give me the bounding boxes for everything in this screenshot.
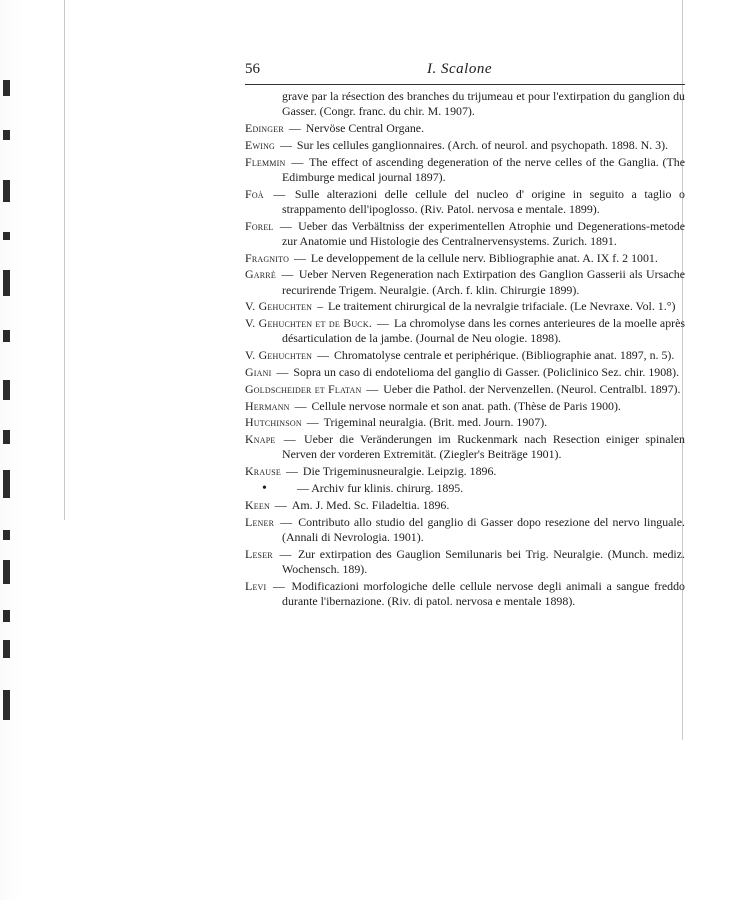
bib-entry: Lener — Contributo allo studio del ganglio di Gasser dopo resezione del nervo linguale. (Annali di Nevrologia. 1901). [245, 514, 685, 544]
bib-entry: grave par la résection des branches du trijumeau et pour l'extirpation du ganglion du Gasser. (Congr. franc. du chir. M. 1907). [282, 89, 685, 119]
bib-author: Edinger [245, 121, 284, 135]
book-page [245, 58, 685, 611]
bib-entry: Forel — Ueber das Verbältniss der experimentellen Atrophie und Degenerations-metode zur Anatomie und Histologie des Centralnervensystems. Zurich. 1891. [245, 218, 685, 248]
bib-author: Ewing [245, 137, 276, 152]
bib-entry: Giani — Sopra un caso di endotelioma del ganglio di Gasser. (Policlinico Sez. chir. 1908). [245, 364, 680, 379]
bibliography-list [245, 89, 685, 609]
bib-author: V. Gehuchten et de Buck. [245, 316, 372, 331]
bib-entry: • — Archiv fur klinis. chirurg. 1895. [262, 480, 464, 496]
bib-author: Garrè [245, 267, 276, 282]
page-binding-edge [0, 0, 22, 900]
bib-author: Forel [245, 218, 274, 233]
bib-entry: Knape — Ueber die Veränderungen im Ruckenmark nach Resection einiger spinalen Nerven der vorderen Extremität. (Ziegler's Beiträge 1901). [245, 432, 685, 462]
bib-entry: Flemmin — The effect of ascending degeneration of the nerve celles of the Ganglia. (The Edimburge medical journal 1897). [245, 154, 686, 184]
bib-author: Hermann [245, 398, 290, 413]
bib-author: Hutchinson [245, 415, 302, 430]
page-number: 56 [245, 61, 260, 77]
bib-author: Krause [245, 464, 282, 479]
bib-author: Goldscheider et Flatan [245, 381, 362, 396]
bib-author: Fragnito [245, 250, 290, 265]
bib-author: V. Gehuchten [245, 348, 313, 363]
page-header [245, 58, 685, 85]
bib-author: Levi [245, 578, 267, 593]
bib-entry: Goldscheider et Flatan — Ueber die Pathol. der Nervenzellen. (Neurol. Centralbl. 1897). [245, 381, 681, 396]
bib-entry: Krause — Die Trigeminusneuralgie. Leipzig. 1896. [245, 464, 497, 479]
bib-entry: Garrè — Ueber Nerven Regeneration nach Extirpation des Ganglion Gasserii als Ursache recurirende Trigem. Neuralgie. (Arch. f. klin. Chirurgie 1899). [245, 267, 685, 297]
bib-entry: Hermann — Cellule nervose normale et son anat. path. (Thèse de Paris 1900). [245, 398, 621, 413]
bib-author: Giani [245, 364, 272, 379]
bib-author: Knape [245, 432, 276, 447]
bib-entry: Keen — Am. J. Med. Sc. Filadeltia. 1896. [245, 497, 450, 512]
bib-entry: Levi — Modificazioni morfologiche delle cellule nervose degli animali a sangue freddo durante l'ibernazione. (Riv. di patol. nervosa e mentale 1898). [245, 578, 685, 608]
bib-entry: Edinger — Nervöse Central Organe. [245, 121, 425, 135]
bib-entry: V. Gehuchten et de Buck. — La chromolyse dans les cornes anterieures de la moelle après désarticulation de la jambe. (Journal de Neu ologie. 1898). [245, 316, 686, 346]
bib-author: Lener [245, 514, 275, 529]
ditto-dot: • [262, 480, 267, 496]
bib-entry: Fragnito — Le developpement de la cellule nerv. Bibliographie anat. A. IX f. 2 1001. [245, 250, 658, 265]
bib-author: Keen [245, 497, 270, 512]
bib-author: Flemmin [245, 154, 286, 169]
bib-author: Foà [245, 186, 264, 201]
scan-edge-line [64, 0, 65, 520]
bib-entry: Foà — Sulle alterazioni delle cellule del nucleo d' origine in seguito a taglio o strappamento dell'ipoglosso. (Riv. Patol. nervosa e mentale. 1899). [245, 186, 685, 216]
bib-author: V. Gehuchten [245, 299, 313, 314]
bib-entry: Hutchinson — Trigeminal neuralgia. (Brit. med. Journ. 1907). [245, 415, 548, 430]
bib-author: Leser [245, 546, 273, 561]
bib-entry: V. Gehuchten — Chromatolyse centrale et periphérique. (Bibliographie anat. 1897, n. 5). [245, 348, 675, 363]
bib-entry: Leser — Zur extirpation des Gauglion Semilunaris bei Trig. Neuralgie. (Munch. mediz. Wochensch. 189). [245, 546, 685, 576]
bib-entry: V. Gehuchten – Le traitement chirurgical de la nevralgie trifaciale. (Le Nevraxe. Vol. 1.°) [245, 299, 676, 314]
bib-entry: Ewing — Sur les cellules ganglionnaires. (Arch. of neurol. and psychopath. 1898. N. 3). [245, 137, 669, 152]
running-title: I. Scalone [427, 61, 492, 77]
